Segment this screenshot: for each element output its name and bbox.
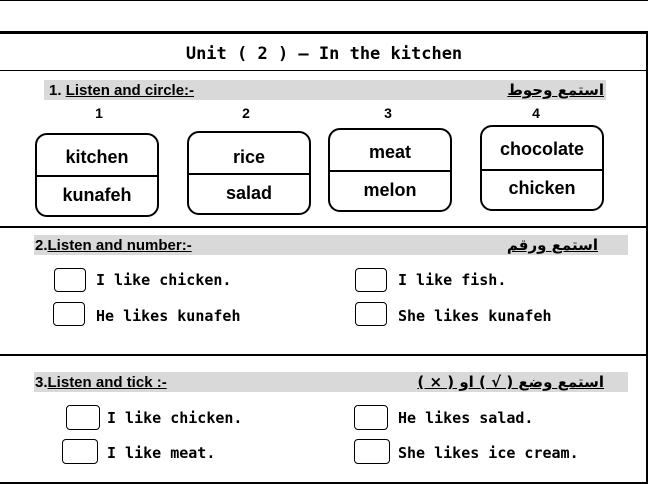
section1-number: 1. [49,82,62,99]
card2-number: 2 [242,105,250,121]
tick-box-1[interactable] [66,405,100,430]
tick-box-4[interactable] [354,439,390,464]
number-box-4[interactable] [355,302,387,326]
word-card-2-divider [189,173,309,175]
page-title: Unit ( 2 ) – In the kitchen [185,44,463,64]
word-card-1 [35,133,159,217]
section3-number: 3. [35,374,48,391]
word-card-2-top[interactable]: rice [232,147,266,167]
section2-item-4: She likes kunafeh [398,307,552,325]
section2-label [35,237,192,254]
tick-box-2[interactable] [354,405,388,430]
word-card-4-bottom[interactable]: chicken [508,178,576,198]
card1-number: 1 [95,105,103,121]
section3-instruction: Listen and tick :- [47,374,167,391]
section3-item-4: She likes ice cream. [398,444,579,462]
section1-arabic: استمع وحوط [507,81,604,99]
section2-arabic: استمع ورقم [506,236,598,254]
section2-instruction: Listen and number:- [47,237,192,254]
section1-instruction: Listen and circle:- [65,82,195,99]
word-card-1-divider [37,175,157,177]
section3-item-1: I like chicken. [107,409,243,427]
top-border [0,0,648,1]
section1-bottom-rule [0,226,648,228]
section2-item-3: He likes kunafeh [96,307,241,325]
word-card-4-top[interactable]: chocolate [499,139,585,159]
word-card-1-bottom[interactable]: kunafeh [62,185,132,205]
header-rule [0,31,648,34]
card3-number: 3 [384,105,392,121]
word-card-2-bottom[interactable]: salad [225,183,273,203]
section1-label [49,82,194,99]
word-card-3-divider [330,170,450,172]
word-card-4 [480,125,604,211]
number-box-2[interactable] [355,268,387,292]
section3-label [35,374,167,391]
section3-arabic: استمع وضع ( √ ) او ( × ) [417,373,604,391]
section2-item-1: I like chicken. [96,271,232,289]
word-card-3-bottom[interactable]: melon [363,180,417,200]
word-card-3 [328,128,452,212]
section2-item-2: I like fish. [398,271,507,289]
section2-bottom-rule [0,354,648,356]
section3-item-2: He likes salad. [398,409,534,427]
section3-item-3: I like meat. [107,444,216,462]
word-card-2 [187,131,311,215]
tick-box-3[interactable] [62,439,98,464]
title-rule [0,70,648,71]
word-card-3-top[interactable]: meat [368,142,412,162]
word-card-4-divider [482,169,602,171]
word-card-1-top[interactable]: kitchen [65,147,129,167]
number-box-1[interactable] [54,268,86,292]
section2-number: 2. [35,237,48,254]
card4-number: 4 [532,105,540,121]
number-box-3[interactable] [53,302,85,326]
